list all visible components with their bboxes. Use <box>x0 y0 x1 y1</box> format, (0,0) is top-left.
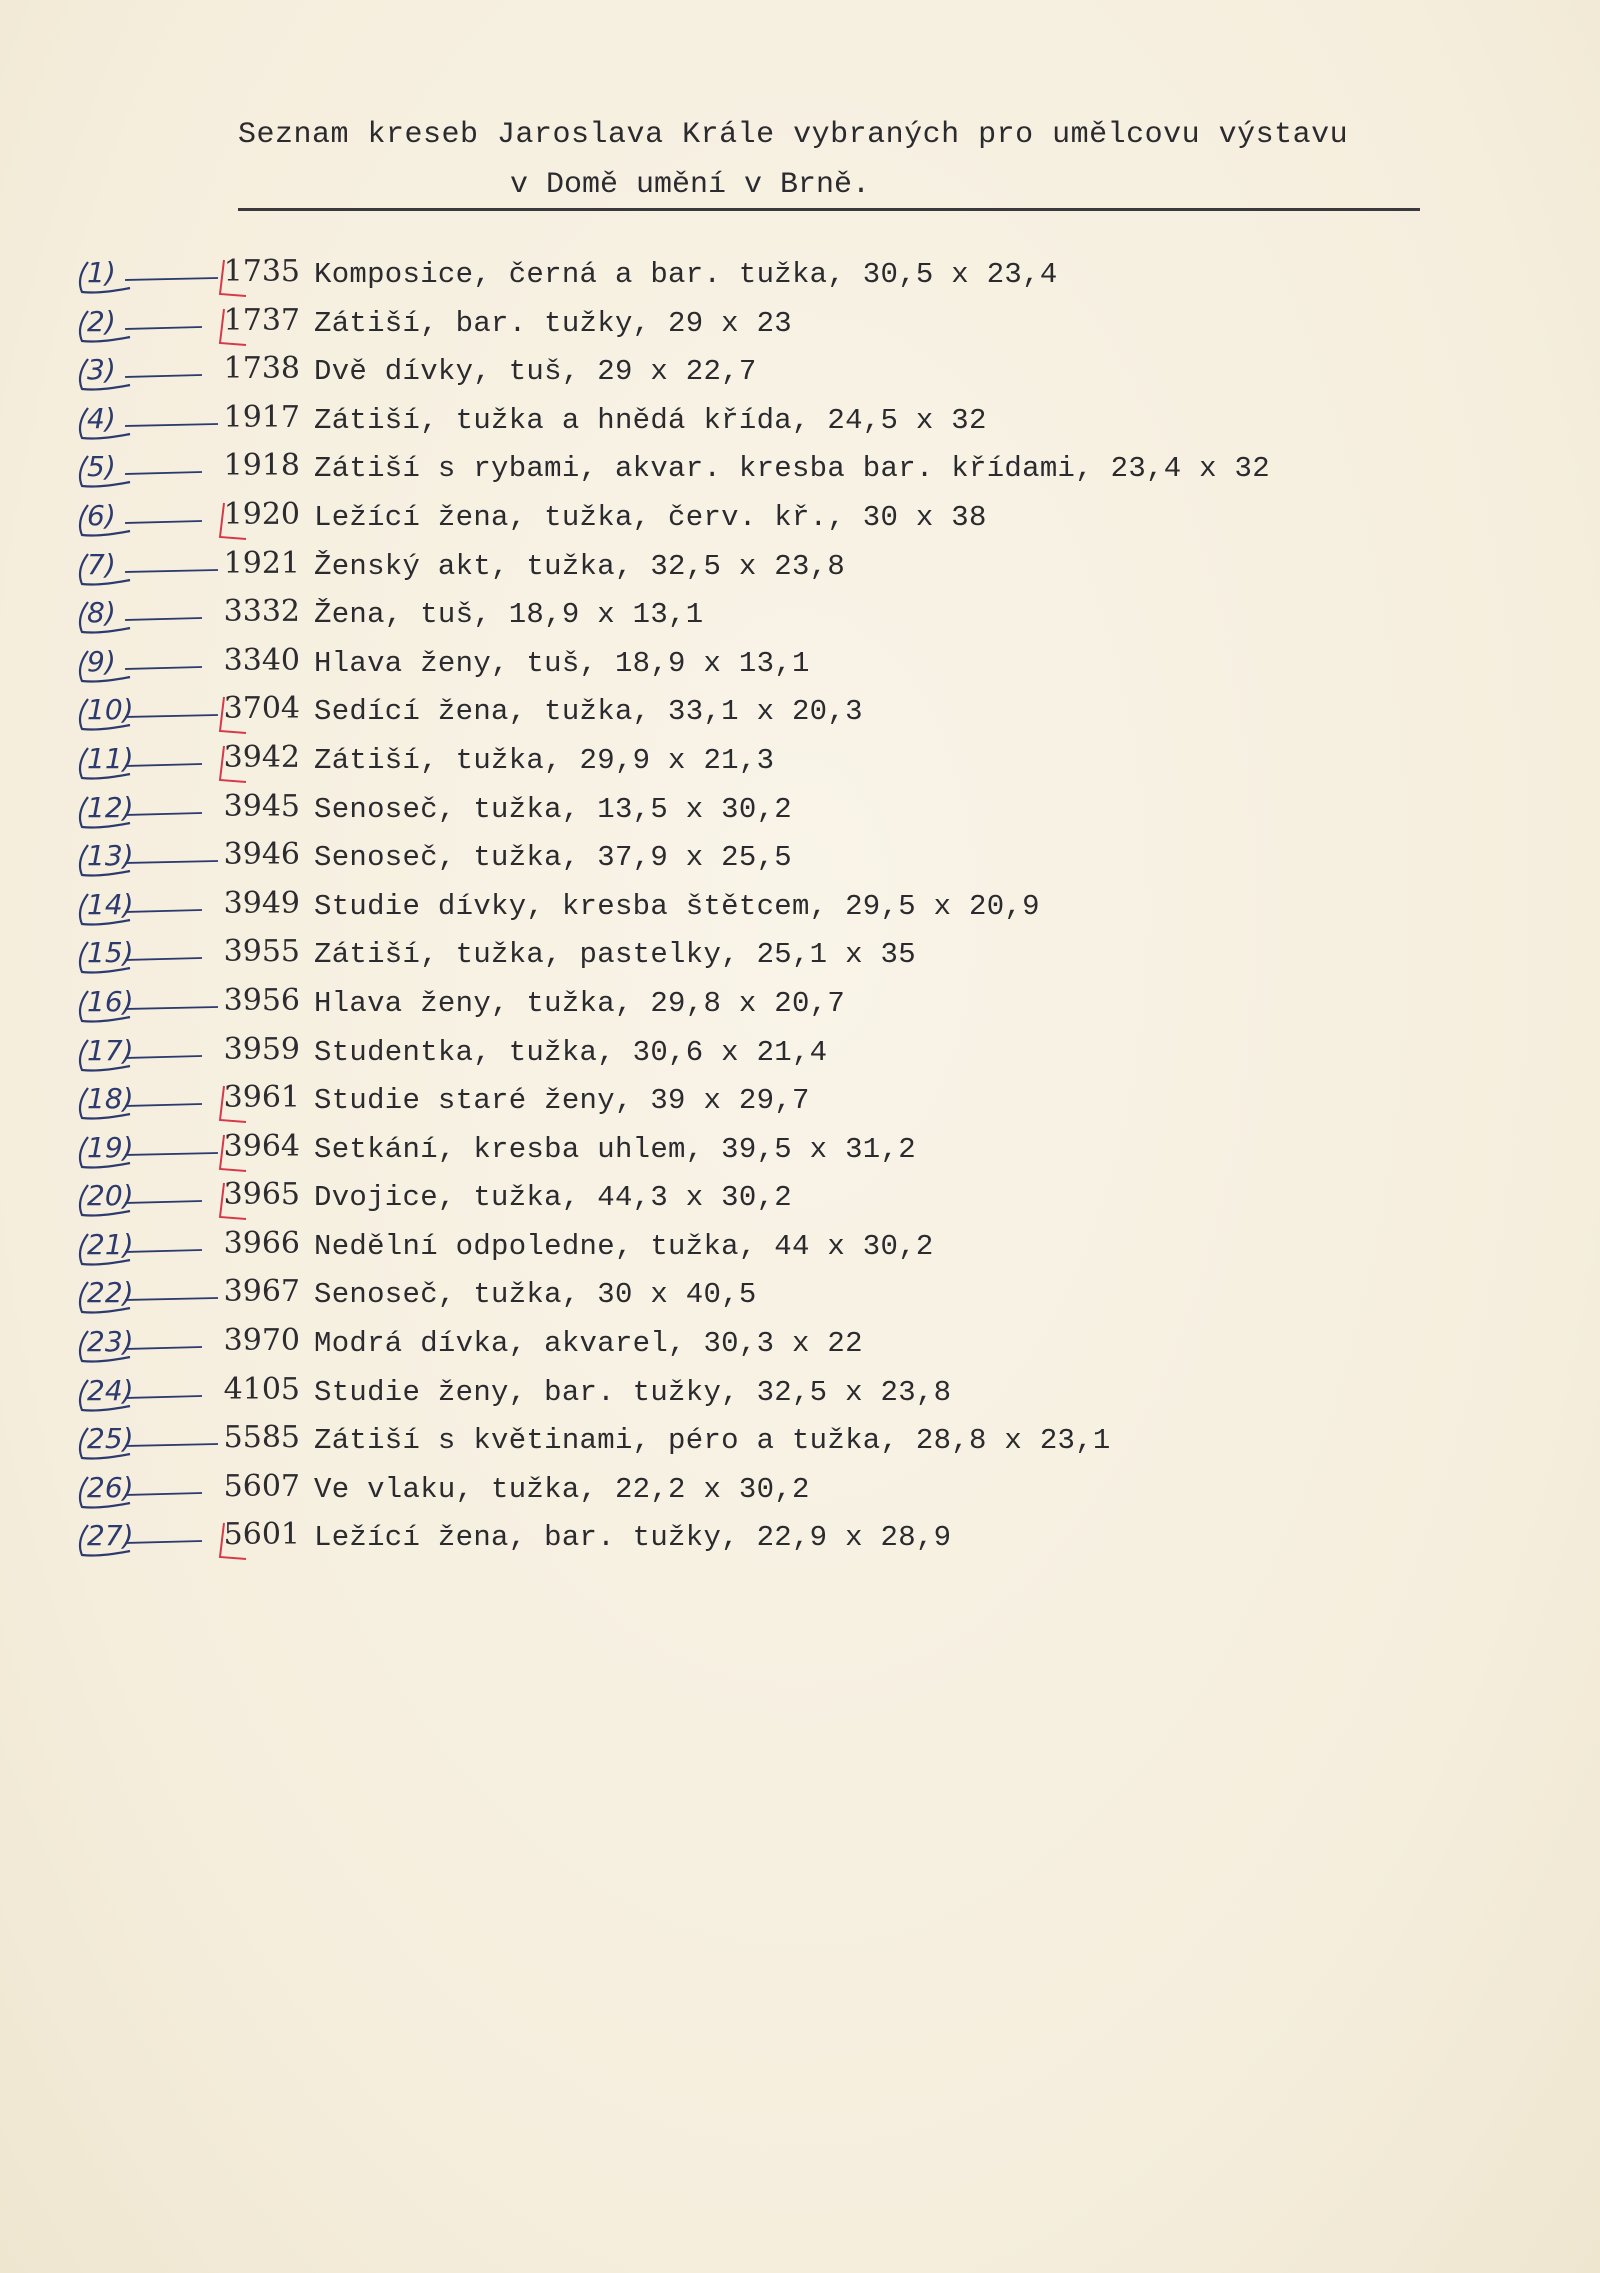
inventory-number: 3949 <box>223 885 300 921</box>
inventory-number: 1735 <box>223 254 300 289</box>
drawing-list <box>0 252 1600 1564</box>
list-item <box>0 446 1600 495</box>
list-item <box>0 592 1600 641</box>
drawing-description: Studie dívky, kresba štětcem, 29,5 x 20,9 <box>314 889 1040 923</box>
document-title: Seznam kreseb Jaroslava Krále vybraných pro umělcovu výstavu <box>238 118 1349 152</box>
drawing-description: Senoseč, tužka, 37,9 x 25,5 <box>314 841 792 875</box>
inventory-number: 3942 <box>223 739 300 775</box>
inventory-number: 3340 <box>223 642 300 678</box>
list-item <box>0 641 1600 690</box>
list-item <box>0 1030 1600 1079</box>
list-item <box>0 1321 1600 1370</box>
list-item <box>0 884 1600 933</box>
item-number: 4) <box>87 401 116 435</box>
list-item <box>0 1078 1600 1127</box>
item-number: 12) <box>87 790 134 824</box>
item-number: 17) <box>87 1033 134 1067</box>
inventory-number: 3946 <box>223 837 300 873</box>
item-number: 5) <box>87 450 116 484</box>
drawing-description: Setkání, kresba uhlem, 39,5 x 31,2 <box>314 1132 916 1166</box>
drawing-description: Studie ženy, bar. tužky, 32,5 x 23,8 <box>314 1375 952 1409</box>
item-number: 6) <box>87 498 116 532</box>
inventory-number: 1918 <box>223 448 300 484</box>
drawing-description: Sedící žena, tužka, 33,1 x 20,3 <box>314 695 863 729</box>
item-number: 2) <box>87 304 116 338</box>
inventory-number: 3955 <box>223 934 300 970</box>
item-number: 27) <box>87 1519 134 1553</box>
drawing-description: Dvojice, tužka, 44,3 x 30,2 <box>314 1181 792 1215</box>
inventory-number: 3704 <box>223 691 300 727</box>
inventory-number: 3966 <box>223 1225 300 1261</box>
drawing-description: Senoseč, tužka, 30 x 40,5 <box>314 1278 757 1312</box>
list-item <box>0 544 1600 593</box>
inventory-number: 3964 <box>223 1128 300 1164</box>
list-item <box>0 252 1600 301</box>
drawing-description: Zátiší, tužka, 29,9 x 21,3 <box>314 743 775 777</box>
item-number: 10) <box>87 693 134 727</box>
list-item <box>0 1272 1600 1321</box>
inventory-number: 3956 <box>223 982 300 1018</box>
item-number: 20) <box>87 1179 134 1213</box>
item-number: 25) <box>87 1422 134 1456</box>
inventory-number: 3945 <box>223 788 300 824</box>
item-number: 3) <box>87 353 116 387</box>
list-item <box>0 1370 1600 1419</box>
drawing-description: Studentka, tužka, 30,6 x 21,4 <box>314 1035 828 1069</box>
inventory-number: 5607 <box>223 1468 300 1504</box>
drawing-description: Studie staré ženy, 39 x 29,7 <box>314 1084 810 1118</box>
list-item <box>0 1515 1600 1564</box>
list-item <box>0 349 1600 398</box>
document-subtitle: v Domě umění v Brně. <box>510 168 871 202</box>
list-item <box>0 787 1600 836</box>
list-item <box>0 689 1600 738</box>
item-number: 15) <box>87 936 134 970</box>
drawing-description: Ležící žena, bar. tužky, 22,9 x 28,9 <box>314 1521 952 1555</box>
inventory-number: 1917 <box>223 399 300 435</box>
inventory-number: 3967 <box>223 1274 300 1310</box>
drawing-description: Zátiší s rybami, akvar. kresba bar. křídami, 23,4 x 32 <box>314 452 1270 486</box>
list-item <box>0 738 1600 787</box>
drawing-description: Žena, tuš, 18,9 x 13,1 <box>314 598 704 632</box>
drawing-description: Zátiší, bar. tužky, 29 x 23 <box>314 306 792 340</box>
inventory-number: 3970 <box>223 1323 300 1359</box>
title-underline <box>238 208 1420 211</box>
item-number: 23) <box>87 1325 134 1359</box>
drawing-description: Ženský akt, tužka, 32,5 x 23,8 <box>314 549 846 583</box>
item-number: 18) <box>87 1082 134 1116</box>
item-number: 14) <box>87 887 134 921</box>
inventory-number: 5585 <box>223 1420 300 1456</box>
list-item <box>0 495 1600 544</box>
drawing-description: Ve vlaku, tužka, 22,2 x 30,2 <box>314 1472 810 1506</box>
item-number: 19) <box>87 1130 134 1164</box>
inventory-number: 3332 <box>223 594 300 630</box>
list-item <box>0 835 1600 884</box>
item-number: 26) <box>87 1470 134 1504</box>
item-number: 16) <box>87 984 134 1018</box>
inventory-number: 4105 <box>223 1371 300 1407</box>
inventory-number: 5601 <box>223 1517 300 1553</box>
list-item <box>0 981 1600 1030</box>
item-number: 24) <box>87 1373 134 1407</box>
item-number: 11) <box>87 741 134 775</box>
drawing-description: Modrá dívka, akvarel, 30,3 x 22 <box>314 1327 863 1361</box>
list-item <box>0 1418 1600 1467</box>
item-number: 1) <box>87 256 116 289</box>
drawing-description: Ležící žena, tužka, červ. kř., 30 x 38 <box>314 500 987 534</box>
item-number: 21) <box>87 1227 134 1261</box>
drawing-description: Senoseč, tužka, 13,5 x 30,2 <box>314 792 792 826</box>
list-item <box>0 398 1600 447</box>
drawing-description: Zátiší, tužka a hnědá křída, 24,5 x 32 <box>314 403 987 437</box>
item-number: 7) <box>87 547 116 581</box>
inventory-number: 3959 <box>223 1031 300 1067</box>
list-item <box>0 301 1600 350</box>
drawing-description: Komposice, černá a bar. tužka, 30,5 x 23,4 <box>314 258 1058 291</box>
inventory-number: 3961 <box>223 1080 300 1116</box>
drawing-description: Hlava ženy, tužka, 29,8 x 20,7 <box>314 986 846 1020</box>
item-number: 22) <box>87 1276 134 1310</box>
inventory-number: 1921 <box>223 545 300 581</box>
drawing-description: Dvě dívky, tuš, 29 x 22,7 <box>314 355 757 389</box>
drawing-description: Hlava ženy, tuš, 18,9 x 13,1 <box>314 646 810 680</box>
list-item <box>0 1127 1600 1176</box>
item-number: 13) <box>87 839 134 873</box>
list-item <box>0 932 1600 981</box>
drawing-description: Zátiší, tužka, pastelky, 25,1 x 35 <box>314 938 916 972</box>
inventory-number: 1738 <box>223 351 300 387</box>
drawing-description: Zátiší s květinami, péro a tužka, 28,8 x 23,1 <box>314 1424 1111 1458</box>
list-item <box>0 1467 1600 1516</box>
inventory-number: 1920 <box>223 496 300 532</box>
list-item <box>0 1224 1600 1273</box>
item-number: 8) <box>87 596 116 630</box>
inventory-number: 1737 <box>223 302 300 338</box>
drawing-description: Nedělní odpoledne, tužka, 44 x 30,2 <box>314 1229 934 1263</box>
list-item <box>0 1175 1600 1224</box>
inventory-number: 3965 <box>223 1177 300 1213</box>
item-number: 9) <box>87 644 116 678</box>
